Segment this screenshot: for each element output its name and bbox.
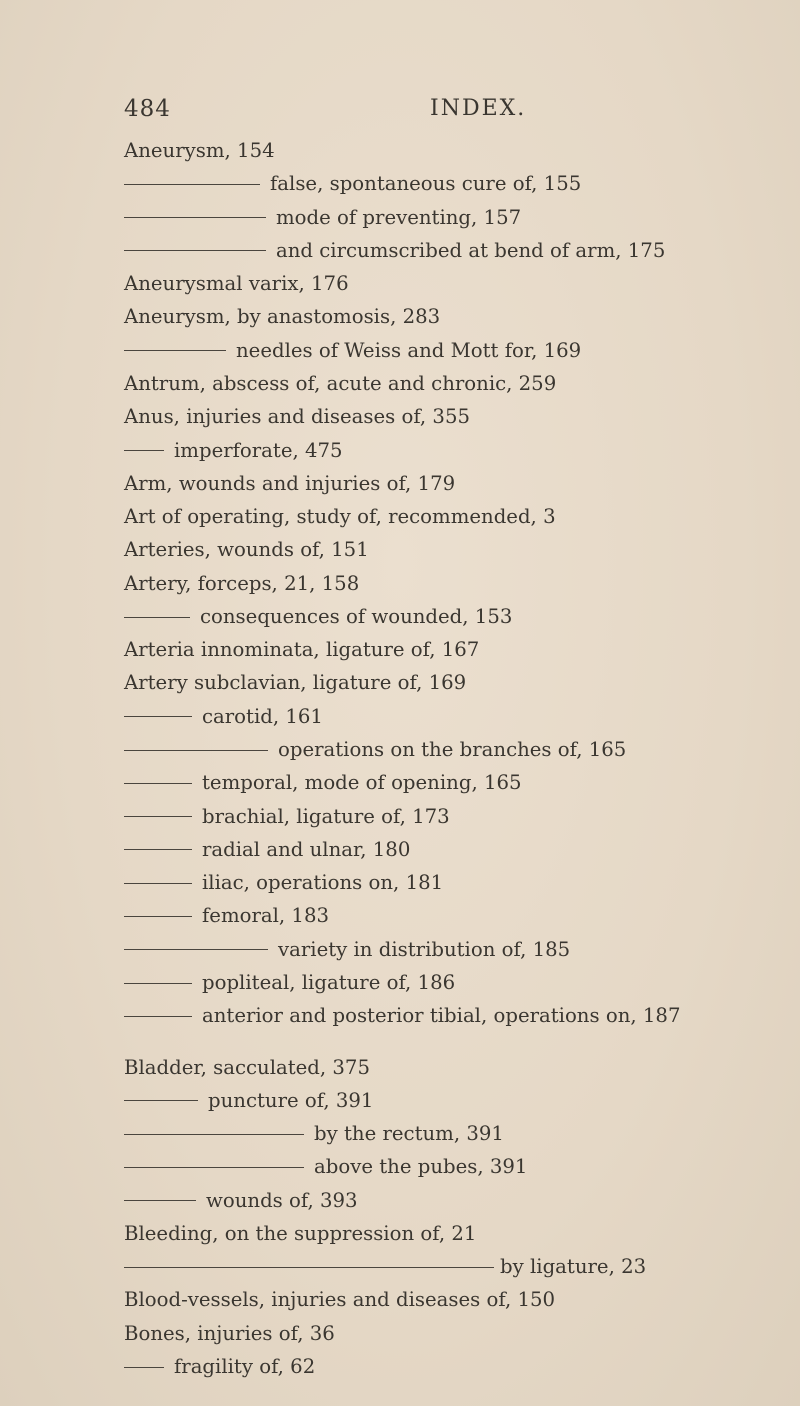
- index-entry: Arteria innominata, ligature of, 167: [124, 638, 480, 662]
- index-entry: Aneurysm, 154: [124, 139, 275, 162]
- continuation-dash: [124, 883, 192, 884]
- continuation-dash: [124, 949, 268, 950]
- index-entry: Aneurysmal varix, 176: [124, 272, 349, 296]
- continuation-dash: [124, 350, 226, 351]
- continuation-dash: [124, 816, 192, 817]
- index-entry: Blood-vessels, injuries and diseases of, 150: [124, 1288, 556, 1312]
- continuation-dash: [124, 783, 192, 784]
- index-entry: Artery subclavian, ligature of, 169: [124, 671, 467, 695]
- index-entry: and circumscribed at bend of arm, 175: [276, 238, 666, 262]
- continuation-dash: [124, 250, 266, 251]
- index-entry: consequences of wounded, 153: [200, 604, 513, 628]
- continuation-dash: [124, 1016, 192, 1017]
- index-entry: Artery, forceps, 21, 158: [124, 571, 360, 595]
- continuation-dash: [124, 217, 266, 218]
- index-entry: by ligature, 23: [500, 1255, 647, 1279]
- continuation-dash: [124, 716, 192, 717]
- continuation-dash: [124, 1367, 164, 1368]
- index-entry: Bleeding, on the suppression of, 21: [124, 1221, 477, 1245]
- index-entry: above the pubes, 391: [314, 1155, 528, 1179]
- continuation-dash: [124, 1167, 304, 1168]
- index-entry: Arteries, wounds of, 151: [124, 538, 369, 562]
- continuation-dash: [124, 450, 164, 451]
- index-entry: Bones, injuries of, 36: [124, 1321, 335, 1345]
- continuation-dash: [124, 916, 192, 917]
- continuation-dash: [124, 617, 190, 618]
- continuation-dash: [124, 1134, 304, 1135]
- index-entry: fragility of, 62: [174, 1354, 316, 1378]
- continuation-dash: [124, 184, 260, 185]
- index-entry: needles of Weiss and Mott for, 169: [236, 338, 582, 362]
- index-entry: Antrum, abscess of, acute and chronic, 259: [124, 371, 557, 395]
- continuation-dash: [124, 1267, 494, 1268]
- index-entry: operations on the branches of, 165: [278, 738, 627, 761]
- index-entry: femoral, 183: [202, 904, 329, 928]
- index-entry: imperforate, 475: [174, 438, 343, 462]
- continuation-dash: [124, 1200, 196, 1201]
- page-number: 484: [124, 96, 171, 122]
- index-entry: mode of preventing, 157: [276, 205, 522, 229]
- index-entry: carotid, 161: [202, 704, 323, 728]
- continuation-dash: [124, 849, 192, 850]
- continuation-dash: [124, 750, 268, 751]
- index-entry: Aneurysm, by anastomosis, 283: [124, 305, 441, 329]
- index-entry: puncture of, 391: [208, 1088, 374, 1112]
- index-entry: wounds of, 393: [206, 1188, 358, 1212]
- index-entry: Arm, wounds and injuries of, 179: [124, 471, 456, 495]
- index-entry: variety in distribution of, 185: [278, 937, 571, 961]
- index-entry: popliteal, ligature of, 186: [202, 970, 456, 994]
- index-entry: by the rectum, 391: [314, 1122, 504, 1146]
- index-entry: Art of operating, study of, recommended, 3: [124, 505, 556, 529]
- index-entry: temporal, mode of opening, 165: [202, 771, 522, 795]
- index-entry: radial and ulnar, 180: [202, 837, 411, 861]
- index-entry: anterior and posterior tibial, operations on, 187: [202, 1004, 681, 1028]
- index-entry: false, spontaneous cure of, 155: [270, 172, 582, 196]
- index-entry: brachial, ligature of, 173: [202, 804, 450, 828]
- continuation-dash: [124, 983, 192, 984]
- index-entry: Anus, injuries and diseases of, 355: [124, 405, 470, 429]
- running-head: INDEX.: [430, 96, 527, 121]
- continuation-dash: [124, 1100, 198, 1101]
- index-entry: Bladder, sacculated, 375: [124, 1055, 370, 1079]
- index-entry: iliac, operations on, 181: [202, 871, 444, 895]
